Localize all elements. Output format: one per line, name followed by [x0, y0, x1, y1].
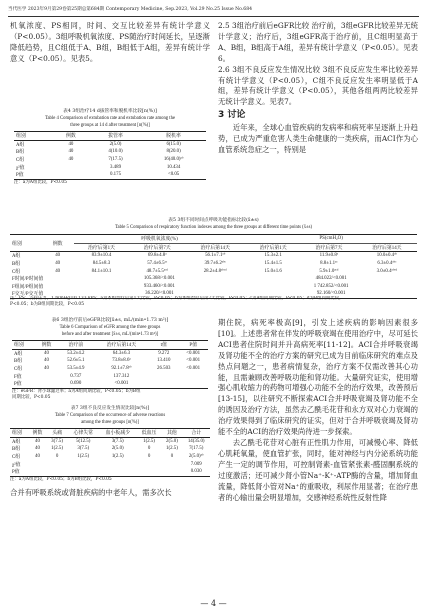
- table6-note-1: 注：eGFR：肾小球滤过率；a为A组同期比较，P<0.05；b为B组: [12, 389, 141, 394]
- table7-header: 组别: [10, 429, 28, 438]
- right-column-bottom: [218, 318, 418, 503]
- table6-caption-en-1: Table 6 Comparison of eGFR among the three groups: [59, 324, 161, 330]
- section-3-title: 3 讨论: [218, 110, 246, 121]
- table5-caption-cn: 表5 3组不同时间点呼吸功能指标比较(x̄±s): [168, 218, 259, 223]
- left-paragraph-2: 合并有呼吸系统或肾脏疾病的中老年人，需多次长: [10, 488, 172, 497]
- table6-header: 例数: [35, 341, 58, 350]
- left-paragraph-1: 机氧浓度、PS相同，时间、交互比较差异有统计学意义（P<0.05）。3组呼吸机氧浓度、PS随治疗时间延长，呈逐渐降低趋势，且C组低于A、B组，B组低于A组，差异有统计学意义（P<0.05）。见表5。: [10, 21, 210, 63]
- table6-header: t值: [149, 341, 178, 350]
- table4-header: 脱机率: [141, 132, 206, 141]
- table7-note: 注：a为A组比较，P<0.05；b为B组比较，P<0.05: [10, 477, 112, 482]
- table-row: C组 40 84.1±10.1 48.7±5.5ᵃᶜᵈ 28.2±4.8ᵃᵇᶜᵈ 15.0±1.6 5.9±1.0ᵃᶜᵈ 3.0±0.4ᵃᵇᶜᵈ: [12, 268, 398, 275]
- table7-header: 其他: [161, 429, 182, 438]
- table6-header: 治疗前: [58, 341, 94, 350]
- table-row: χ²值 3.489 10.434: [16, 164, 181, 171]
- table6: [12, 340, 208, 389]
- table5-subheader: 治疗后第14天: [185, 243, 245, 252]
- table-row: F组间/P组间值 933.460/<0.001 1 742.852/<0.001: [12, 283, 349, 290]
- table-row: A组 40 3(7.5) 5(12.5) 3(7.5) 1(2.5) 2(5.0) 14(35.0): [12, 438, 205, 445]
- table6-header: 治疗后第14天: [94, 341, 150, 350]
- table5-caption: [8, 218, 419, 232]
- table5-note-1: 注：PS：支持压力，1 mmHg=0.133 kPa；a为本组治疗后第1天比较，P<0.05；b为本组治疗后第7天比较，P<0.05；c为A组同期比较，P<0.05；d为B组同期比较，: [10, 296, 344, 301]
- table6-caption: [10, 318, 210, 338]
- table5-caption-en: Table 5 Comparison of respiratory function indexes among the three groups at different time points (x̄±s): [114, 224, 313, 230]
- table5-subheader: 治疗后第7天: [301, 243, 357, 252]
- discussion-paragraph-2: 期住院，病死率极高[9]，引发上述疾病的影响因素很多[10]。上述患者常在伴发的呼吸衰竭在使用治疗中，尽可延长ACI患者住院时间并升高病死率[11-12]。ACI合并呼吸衰竭及肾功能不全的治疗方案的研究已成为目前临床研究的难点及热点问题之一，患者病情复杂，治疗方案不仅需改善其心功能，且需兼顾改善呼吸功能和肾功能。大量研究证实，使用增强心肌收缩力的药物可增强心功能不全的治疗效果，改善预后[13-15]，以往研究不断探索ACI合并呼吸衰竭及肾功能不全的诱因及治疗方法，虽然去乙酰毛花苷和永方双对心力衰竭的治疗效果得到了临床研究的证实，但对于合并呼吸衰竭及肾功能不全的ACI的治疗效果尚待进一步探索。: [218, 318, 418, 437]
- table4-caption-en-1: Table 4 Comparison of extubation rate and extubation rate among the: [44, 115, 176, 121]
- table5-header: PS(cmH₂O): [245, 235, 417, 244]
- table5-subheader: 治疗后第1天: [74, 243, 130, 252]
- running-header: 当代医学 2023年9月第29卷第25期总第684期 Contemporary Medicine, Sep.2023, Vol.29 No.25 Issue No.684: [8, 7, 253, 12]
- table4-header: 例数: [52, 132, 90, 141]
- table7-header: 头痛: [47, 429, 68, 438]
- table4-caption-en-2: three groups at 14 d after treatment [n(%)]: [70, 122, 150, 128]
- table6-note-2: 同期比较，P<0.05: [12, 395, 51, 400]
- table7-caption-en-2: among the three groups [n(%)]: [81, 419, 139, 425]
- right-column-top: [218, 21, 418, 156]
- table-row: P值 0.690 <0.001: [12, 380, 208, 388]
- header-rule: [8, 16, 419, 17]
- table-row: B组 40 52.6±5.1 73.8±8.6ᵃ 13.410 <0.001: [14, 358, 201, 365]
- table7-header: 低血压: [137, 429, 162, 438]
- table6-caption-cn: 表6 3组治疗前后eGFR比较[x̄±s, mL/(min•1.73 m²)]: [51, 318, 169, 323]
- table5-subheader: 治疗后第1天: [245, 243, 301, 252]
- table-row: F值 0.737 137.312: [14, 373, 130, 380]
- table4-caption-cn: 表4 3组治疗14 d拔管率和脱机率比较[n(%)]: [63, 109, 157, 114]
- table4: [14, 131, 206, 180]
- table5-subheader: 治疗后第14天: [357, 243, 417, 252]
- table7: [10, 428, 210, 477]
- discussion-paragraph-3: 去乙酰毛花苷对心脏有正性肌力作用，可减慢心率、降低心肌耗氧量，使血管扩张，同时，能对神经与内分泌系统功能产生一定的调节作用，可控制肾素-血管紧张素-醛固酮系统的过度激活；还可减少肾小管Na⁺-K⁺-ATP酶的含量，增加肾血流量，降低肾小管对Na⁺的重吸收，利尿作用显著；在治疗患者的心输出量会明显增加，交感神经系统性反射性降: [218, 437, 418, 502]
- table-row: χ²值 7.009: [12, 461, 202, 468]
- table7-caption: [10, 406, 210, 426]
- discussion-paragraph-1: 近年来，全球心血管疾病的发病率和病死率呈逐渐上升趋势，已成为严重危害人类生命健康的一类疾病，而ACI作为心血管系统急症之一，特别是: [218, 123, 418, 154]
- table6-header: 组别: [12, 341, 35, 350]
- table7-caption-cn: 表7 3组不良反应发生情况比较[n(%)]: [70, 406, 150, 411]
- table7-header: 合计: [182, 429, 210, 438]
- table7-header: 血小板减少: [99, 429, 137, 438]
- table4-note: 注：a为A组比较，P<0.05: [14, 180, 67, 185]
- page-number: — 4 —: [200, 599, 227, 608]
- table-row: C组 40 7(17.5) 16(40.0)ᵃᵇ: [16, 157, 184, 164]
- table-row: P值 0.030: [10, 468, 210, 476]
- table-row: B组 40 84.5±8.3 57.4±6.5ᵃᶜ 39.7±6.2ᵃᵇᶜ 15.4±1.5 8.8±1.1ᵃᶜ 6.3±0.4ᵃᵇᶜ: [12, 261, 397, 268]
- table-row: A组 40 83.9±10.4 69.8±4.8ᵃ 56.1±7.1ᵃᵇ 15.3±2.1 11.9±0.8ᵃ 10.0±0.4ᵃᵇ: [12, 253, 397, 260]
- table5-header: 呼吸机氧浓度(%): [74, 235, 246, 244]
- table7-header: 心律失常: [68, 429, 99, 438]
- table6-caption-en-2: before and after treatment [x̄±s, mL/(min•1.73 m²)]: [61, 331, 159, 337]
- table5-header: 例数: [42, 235, 74, 252]
- table-row: F交互/P交互值 36.220/<0.001 92.160/<0.001: [10, 290, 417, 298]
- table4-header: 拔管率: [90, 132, 141, 141]
- table-row: F时间/P时间值 105.368/<0.001 484.022/<0.001: [12, 276, 347, 283]
- table-row: C组 40 53.5±4.9 92.1±7.8ᵃᵇ 26.503 <0.001: [14, 366, 201, 373]
- section-2-5: 2.5 3组治疗前后eGFR比较 治疗前，3组eGFR比较差异无统计学意义；治疗后，3组eGFR高于治疗前，且C组明显高于A、B组，B组高于A组，差异有统计学意义（P<0.05）。见表6。: [218, 21, 418, 63]
- table-row: A组 40 53.2±4.2 64.3±6.3 9.272 <0.001: [14, 350, 201, 357]
- table-row: B组 40 1(2.5) 3(7.5) 2(5.0) 0 1(2.5) 7(17.5): [12, 446, 204, 453]
- table7-caption-en-1: Table 7 Comparison of the occurrence of adverse reactions: [54, 412, 166, 418]
- table4-caption: [10, 109, 210, 129]
- table5-note-2: P<0.05；b为B组同期比较，P<0.05: [10, 302, 84, 307]
- section-2-6: 2.6 3组不良反应发生情况比较 3组不良反应发生率比较差异有统计学意义（P<0.05），C组不良反应发生率明显低于A组，差异有统计学意义（P<0.05），其他各组两两比较差异无统计学意义。见表7。: [218, 64, 418, 107]
- table6-header: P值: [178, 341, 208, 350]
- table-row: A组 40 2(5.0) 6(15.0): [16, 141, 181, 148]
- table5-subheader: 治疗后第7天: [129, 243, 185, 252]
- table4-header: 组别: [14, 132, 52, 141]
- table-row: B组 40 4(10.0) 8(20.0): [16, 149, 181, 156]
- table5-header: 组别: [10, 235, 42, 252]
- table7-header: 例数: [28, 429, 46, 438]
- table5: [10, 234, 417, 299]
- table-row: P值 0.175 <0.05: [14, 171, 206, 179]
- table-row: C组 40 0 1(2.5) 1(2.5) 0 0 2(5.0)ᵃᵇ: [12, 454, 204, 461]
